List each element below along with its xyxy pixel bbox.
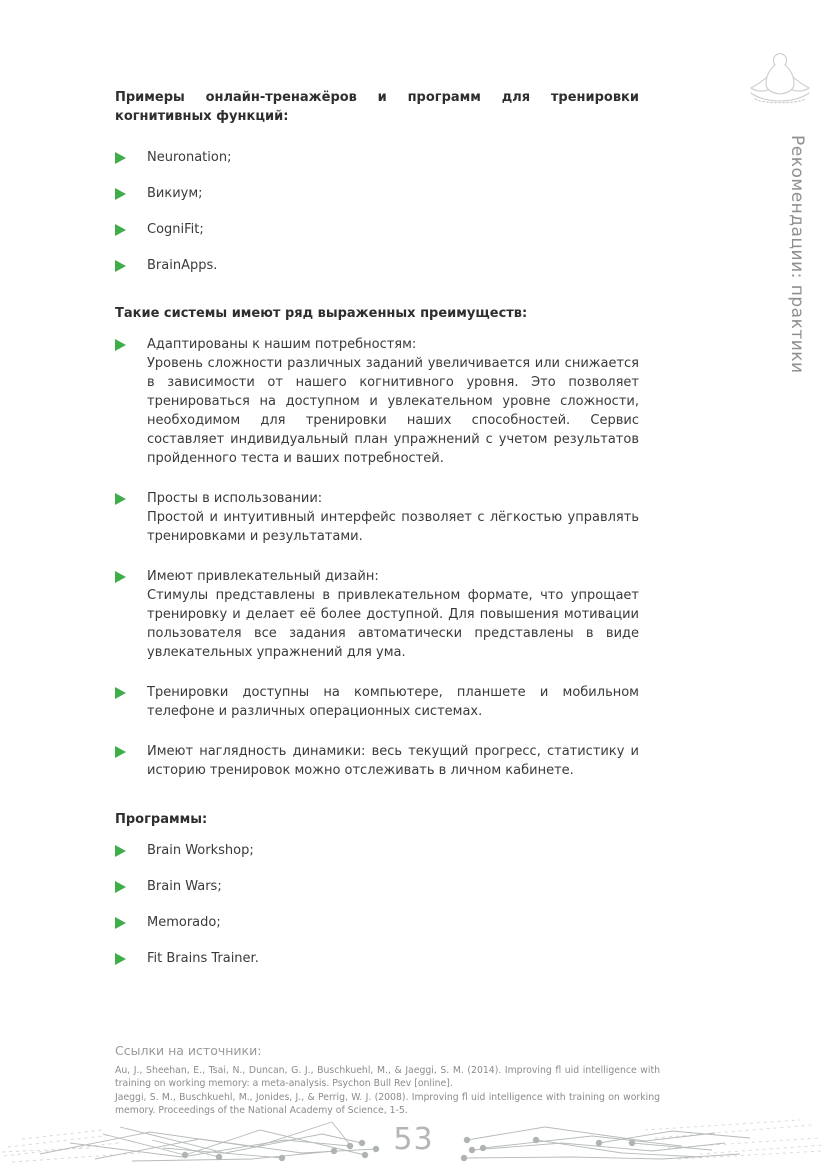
list-item-label: Викиум; [147, 186, 203, 201]
bullet-triangle-icon [115, 260, 126, 272]
list-item [115, 186, 639, 202]
advantage-body: Тренировки доступны на компьютере, планшете и мобильном телефоне и различных операционных системах. [147, 685, 639, 719]
advantage-item [115, 567, 639, 662]
bullet-triangle-icon [115, 571, 126, 583]
bullet-triangle-icon [115, 224, 126, 236]
programs-heading: Программы: [115, 812, 208, 827]
reference-item: Jaeggi, S. M., Buschkuehl, M., Jonides, J., & Perrig, W. J. (2008). Improving fl uid intelligence with training on working memory. Proceedings of the National Academy of Science, 1-5. [115, 1092, 660, 1116]
advantage-item [115, 335, 639, 468]
bullet-triangle-icon [115, 188, 126, 200]
advantage-body: Имеют наглядность динамики: весь текущий прогресс, статистику и историю тренировок можно отслеживать в личном кабинете. [147, 744, 639, 778]
list-item-label: Memorado; [147, 915, 221, 930]
programs-list [115, 843, 639, 967]
bullet-triangle-icon [115, 953, 126, 965]
page-number: 53 [393, 1122, 434, 1157]
list-item-label: BrainApps. [147, 258, 218, 273]
advantages-heading: Такие системы имеют ряд выраженных преимуществ: [115, 306, 528, 321]
reference-item: Au, J., Sheehan, E., Tsai, N., Duncan, G. J., Buschkuehl, M., & Jaeggi, S. M. (2014). Improving fl uid intelligence with training on working memory: a meta-analysis. Psychon Bull Rev [online]. [115, 1065, 660, 1089]
sidebar-section-label: Рекомендации: практики [787, 135, 807, 374]
advantage-body: Стимулы представлены в привлекательном формате, что упрощает тренировку и делает её более доступной. Для повышения мотивации пользователя все задания автоматически представлены в виде увлекательных упражнений для ума. [147, 588, 639, 660]
main-content [115, 88, 639, 987]
advantage-body: Уровень сложности различных заданий увеличивается или снижается в зависимости от нашего когнитивного уровня. Это позволяет тренироваться на доступном и увлекательном уровне сложности, необходимом для тренировки наших способностей. Сервис составляет индивидуальный план упражнений с учетом результатов пройденного теста и ваших потребностей. [147, 356, 639, 466]
bullet-triangle-icon [115, 687, 126, 699]
advantage-title: Имеют привлекательный дизайн: [147, 569, 379, 584]
list-item-label: CogniFit; [147, 222, 204, 237]
list-item-label: Brain Wars; [147, 879, 222, 894]
list-item [115, 951, 639, 967]
advantage-item [115, 489, 639, 546]
bullet-triangle-icon [115, 881, 126, 893]
bullet-triangle-icon [115, 917, 126, 929]
advantage-item [115, 683, 639, 721]
advantage-item [115, 742, 639, 780]
intro-heading: Примеры онлайн-тренажёров и программ для тренировки когнитивных функций: [115, 90, 639, 124]
references-section [115, 1043, 660, 1119]
advantage-title: Адаптированы к нашим потребностям: [147, 337, 417, 352]
advantage-title: Просты в использовании: [147, 491, 323, 506]
list-item-label: Neuronation; [147, 150, 232, 165]
advantage-body: Простой и интуитивный интерфейс позволяет с лёгкостью управлять тренировками и результатами. [147, 510, 639, 544]
bullet-triangle-icon [115, 493, 126, 505]
list-item [115, 150, 639, 166]
references-heading: Ссылки на источники: [115, 1043, 262, 1058]
bullet-triangle-icon [115, 845, 126, 857]
list-item-label: Fit Brains Trainer. [147, 951, 259, 966]
list-item [115, 915, 639, 931]
list-item-label: Brain Workshop; [147, 843, 254, 858]
list-item [115, 222, 639, 238]
list-item [115, 879, 639, 895]
list-item [115, 258, 639, 274]
bullet-triangle-icon [115, 339, 126, 351]
meditation-icon [747, 48, 813, 112]
trainers-list [115, 150, 639, 274]
list-item [115, 843, 639, 859]
bullet-triangle-icon [115, 152, 126, 164]
bullet-triangle-icon [115, 746, 126, 758]
